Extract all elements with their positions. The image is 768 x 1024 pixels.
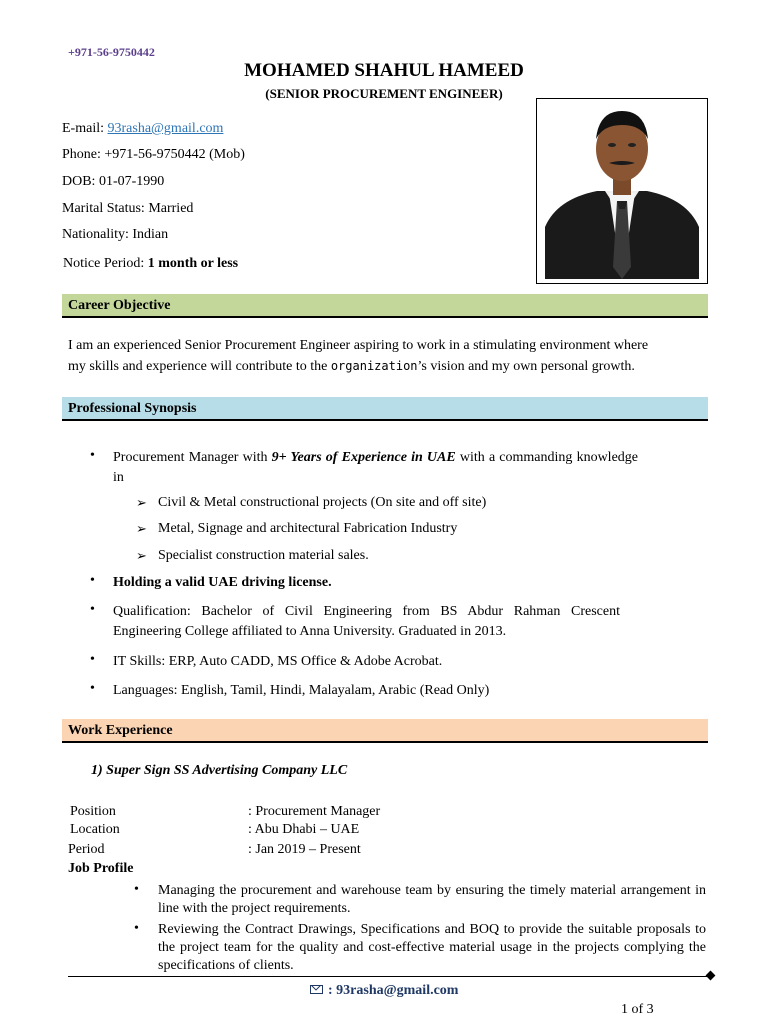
notice-value: 1 month or less xyxy=(147,256,239,271)
synopsis-subitem-2: Metal, Signage and architectural Fabrication Industry xyxy=(158,521,458,536)
candidate-name: MOHAMED SHAHUL HAMEED xyxy=(244,60,524,81)
nationality-line: Nationality: Indian xyxy=(62,227,169,242)
phone-line: Phone: +971-56-9750442 (Mob) xyxy=(62,147,245,162)
synopsis-subitem-3: Specialist construction material sales. xyxy=(158,548,369,563)
email-link[interactable]: 93rasha@gmail.com xyxy=(107,121,224,136)
bullet-icon: • xyxy=(90,681,95,696)
arrow-bullet-icon: ➢ xyxy=(136,495,147,510)
bullet-icon: • xyxy=(90,602,95,617)
section-career-objective: Career Objective xyxy=(62,294,708,318)
profile-photo-illustration xyxy=(537,99,707,283)
location-label: Location xyxy=(70,822,120,837)
synopsis-item-languages: Languages: English, Tamil, Hindi, Malayalam, Arabic (Read Only) xyxy=(113,683,490,698)
page-number: 1 of 3 xyxy=(621,1002,654,1017)
footer-divider xyxy=(68,976,708,977)
objective-line-1: I am an experienced Senior Procurement Engineer aspiring to work in a stimulating environment where xyxy=(68,338,649,353)
synopsis-item-qualification: Qualification: Bachelor of Civil Engineering from BS Abdur Rahman Crescent Engineering College affiliated to Anna University. Graduated in 2013. xyxy=(113,604,620,639)
arrow-bullet-icon: ➢ xyxy=(136,521,147,536)
envelope-icon xyxy=(310,985,323,994)
job-duty-1: Managing the procurement and warehouse team by ensuring the timely material arrangement in line with the project requirements. xyxy=(158,883,706,916)
objective-line-2: my skills and experience will contribute to the organization’s vision and my own personal growth. xyxy=(68,359,635,374)
footer-email-text[interactable]: : 93rasha@gmail.com xyxy=(324,983,459,998)
location-value: : Abu Dhabi – UAE xyxy=(248,822,360,837)
footer-diamond-icon xyxy=(706,971,716,981)
email-line xyxy=(62,121,223,137)
marital-line: Marital Status: Married xyxy=(62,201,194,216)
section-work-experience: Work Experience xyxy=(62,719,708,743)
bullet-icon: • xyxy=(90,448,95,463)
bullet-icon: • xyxy=(134,882,139,897)
job-profile-heading: Job Profile xyxy=(68,861,134,876)
dob-line: DOB: 01-07-1990 xyxy=(62,174,165,189)
synopsis-item-license: Holding a valid UAE driving license. xyxy=(113,575,332,590)
header-phone: +971-56-9750442 xyxy=(68,45,155,59)
period-value: : Jan 2019 – Present xyxy=(248,842,361,857)
profile-photo xyxy=(536,98,708,284)
job-duty-2: Reviewing the Contract Drawings, Specifications and BOQ to provide the suitable proposals to the project team for the quality and cost-effective material usage in the projects complying the specifications of clients. xyxy=(158,922,706,973)
position-label: Position xyxy=(70,804,116,819)
notice-label: Notice Period: xyxy=(63,256,148,271)
footer-email xyxy=(0,983,768,999)
notice-line xyxy=(63,256,238,272)
synopsis-item-it-skills: IT Skills: ERP, Auto CADD, MS Office & Adobe Acrobat. xyxy=(113,654,443,669)
position-value: : Procurement Manager xyxy=(248,804,381,819)
synopsis-subitem-1: Civil & Metal constructional projects (On site and off site) xyxy=(158,495,487,510)
bullet-icon: • xyxy=(90,652,95,667)
email-label: E-mail: xyxy=(62,121,108,136)
period-label: Period xyxy=(68,842,105,857)
bullet-icon: • xyxy=(90,573,95,588)
synopsis-item-experience: Procurement Manager with 9+ Years of Experience in UAE with a commanding knowledge in xyxy=(113,450,638,485)
arrow-bullet-icon: ➢ xyxy=(136,548,147,563)
candidate-title: (SENIOR PROCUREMENT ENGINEER) xyxy=(265,86,503,101)
bullet-icon: • xyxy=(134,921,139,936)
section-professional-synopsis: Professional Synopsis xyxy=(62,397,708,421)
company-name: 1) Super Sign SS Advertising Company LLC xyxy=(91,763,348,778)
